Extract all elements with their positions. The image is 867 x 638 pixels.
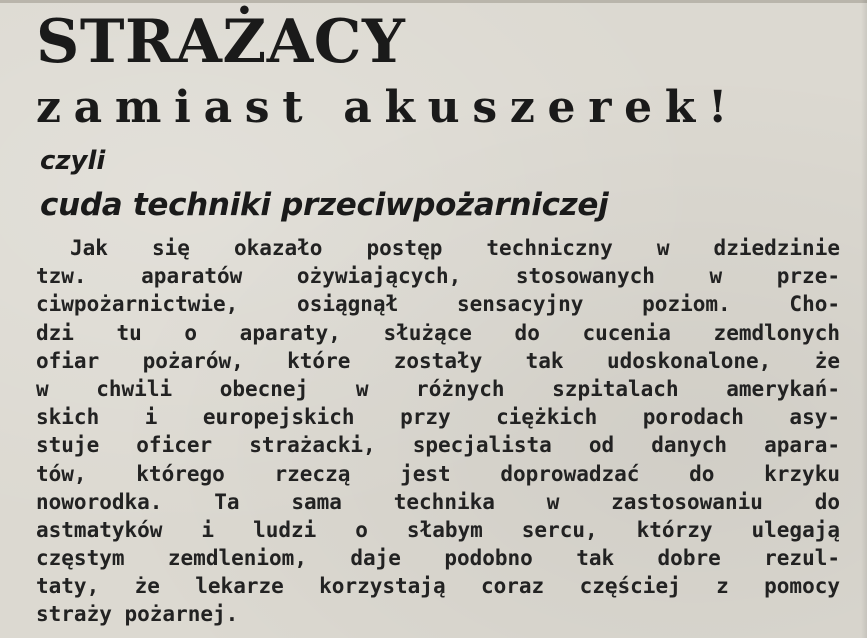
article-subheadline: zamiast akuszerek! bbox=[36, 82, 741, 133]
article-body-line: Jak się okazało postęp techniczny w dziedzinie bbox=[70, 236, 840, 260]
article-body-line: straży pożarnej. bbox=[36, 602, 239, 627]
article-body-line: astmatyków i ludzi o słabym sercu, którzy ulegają bbox=[36, 517, 840, 542]
article-body-line: skich i europejskich przy ciężkich porodach asy- bbox=[36, 405, 840, 430]
article-body-line: częstym zemdleniom, daje podobno tak dobre rezul- bbox=[36, 546, 840, 571]
article-tagline: cuda techniki przeciwpożarniczej bbox=[40, 187, 609, 223]
article-body-line: stuje oficer strażacki, specjalista od danych apara- bbox=[36, 433, 840, 458]
article-headline: STRAŻACY bbox=[36, 7, 406, 77]
page-edge-shadow bbox=[861, 0, 867, 638]
article-body-line: w chwili obecnej w różnych szpitalach amerykań- bbox=[36, 376, 840, 401]
article-body-line: ciwpożarnictwie, osiągnął sensacyjny poziom. Cho- bbox=[36, 292, 840, 317]
article-body-line: tów, którego rzeczą jest doprowadzać do krzyku bbox=[36, 461, 840, 486]
article-tagline-connector: czyli bbox=[40, 146, 106, 176]
article-body bbox=[36, 234, 840, 629]
article-body-line: dzi tu o aparaty, służące do cucenia zemdlonych bbox=[36, 320, 840, 345]
article-body-line: tzw. aparatów ożywiających, stosowanych w prze- bbox=[36, 264, 840, 289]
article-body-line: taty, że lekarze korzystają coraz częściej z pomocy bbox=[36, 574, 840, 599]
article-body-line: ofiar pożarów, które zostały tak udoskonalone, że bbox=[36, 348, 840, 373]
article-body-line: noworodka. Ta sama technika w zastosowaniu do bbox=[36, 489, 840, 514]
top-border bbox=[0, 0, 867, 3]
